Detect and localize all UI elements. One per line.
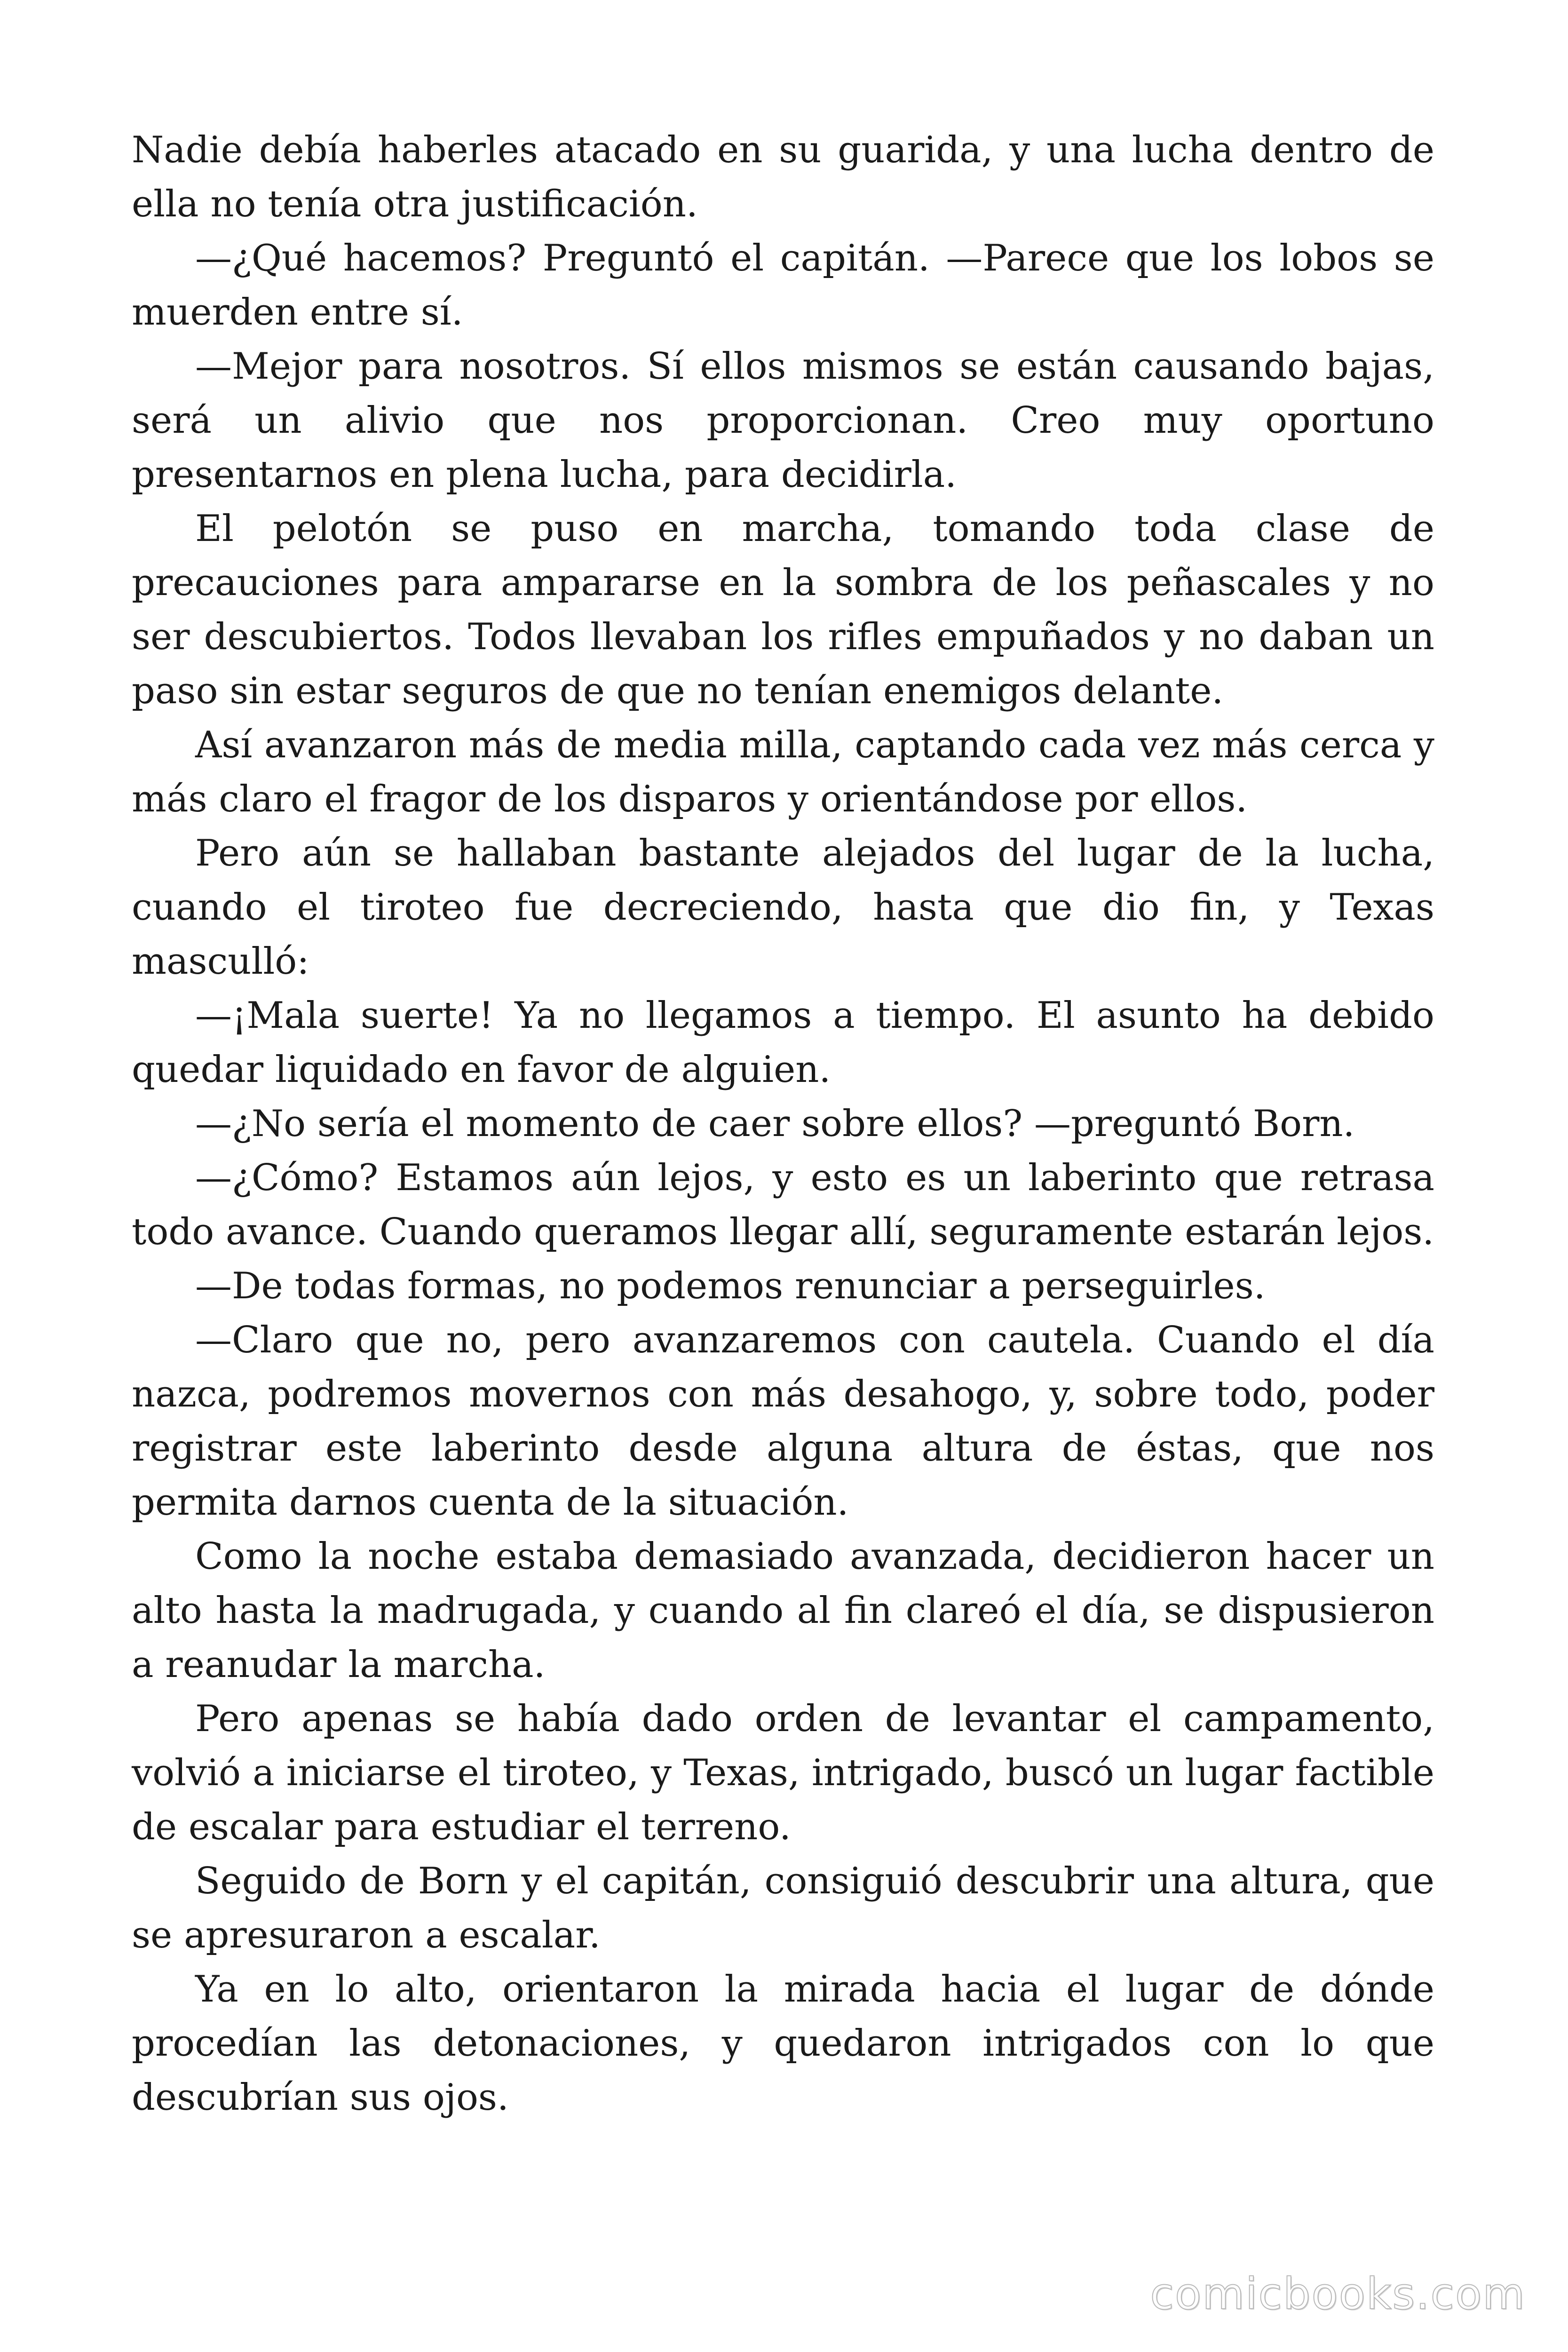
paragraph: Ya en lo alto, orientaron la mirada hacia el lugar de dónde procedían las detonaciones, y quedaron intrigados con lo que descubrían sus ojos. xyxy=(132,1968,1434,2119)
paragraph: —Claro que no, pero avanzaremos con cautela. Cuando el día nazca, podremos movernos con más desahogo, y, sobre todo, poder registrar este laberinto desde alguna altura de éstas, que nos permita darnos cuenta de la situación. xyxy=(132,1319,1434,1524)
paragraph: —Mejor para nosotros. Sí ellos mismos se están causando bajas, será un alivio que nos proporcionan. Creo muy oportuno presentarnos en plena lucha, para decidirla. xyxy=(132,345,1434,496)
paragraph: Pero aún se hallaban bastante alejados del lugar de la lucha, cuando el tiroteo fue decreciendo, hasta que dio fin, y Texas masculló: xyxy=(132,832,1434,983)
paragraph: —¡Mala suerte! Ya no llegamos a tiempo. El asunto ha debido quedar liquidado en favor de alguien. xyxy=(132,994,1434,1091)
paragraph: —¿No sería el momento de caer sobre ellos? —preguntó Born. xyxy=(195,1103,1355,1145)
paragraph: Así avanzaron más de media milla, captando cada vez más cerca y más claro el fragor de los disparos y orientándose por ellos. xyxy=(132,724,1434,820)
paragraph: —De todas formas, no podemos renunciar a perseguirles. xyxy=(195,1265,1266,1307)
paragraph: —¿Cómo? Estamos aún lejos, y esto es un laberinto que retrasa todo avance. Cuando queramos llegar allí, seguramente estarán lejos. xyxy=(132,1157,1434,1253)
paragraph: Pero apenas se había dado orden de levantar el campamento, volvió a iniciarse el tiroteo, y Texas, intrigado, buscó un lugar factible de escalar para estudiar el terreno. xyxy=(132,1698,1434,1848)
page-body-text xyxy=(132,123,1434,2125)
paragraph: —¿Qué hacemos? Preguntó el capitán. —Parece que los lobos se muerden entre sí. xyxy=(132,237,1434,334)
paragraph: El pelotón se puso en marcha, tomando toda clase de precauciones para ampararse en la sombra de los peñascales y no ser descubiertos. Todos llevaban los rifles empuñados y no daban un paso sin estar seguros de que no tenían enemigos delante. xyxy=(132,508,1434,712)
paragraph: Nadie debía haberles atacado en su guarida, y una lucha dentro de ella no tenía otra justificación. xyxy=(132,129,1434,225)
watermark: comicbooks.com xyxy=(1150,2269,1526,2319)
paragraph: Como la noche estaba demasiado avanzada, decidieron hacer un alto hasta la madrugada, y cuando al fin clareó el día, se dispusieron a reanudar la marcha. xyxy=(132,1535,1434,1686)
paragraph: Seguido de Born y el capitán, consiguió descubrir una altura, que se apresuraron a escalar. xyxy=(132,1860,1434,1956)
